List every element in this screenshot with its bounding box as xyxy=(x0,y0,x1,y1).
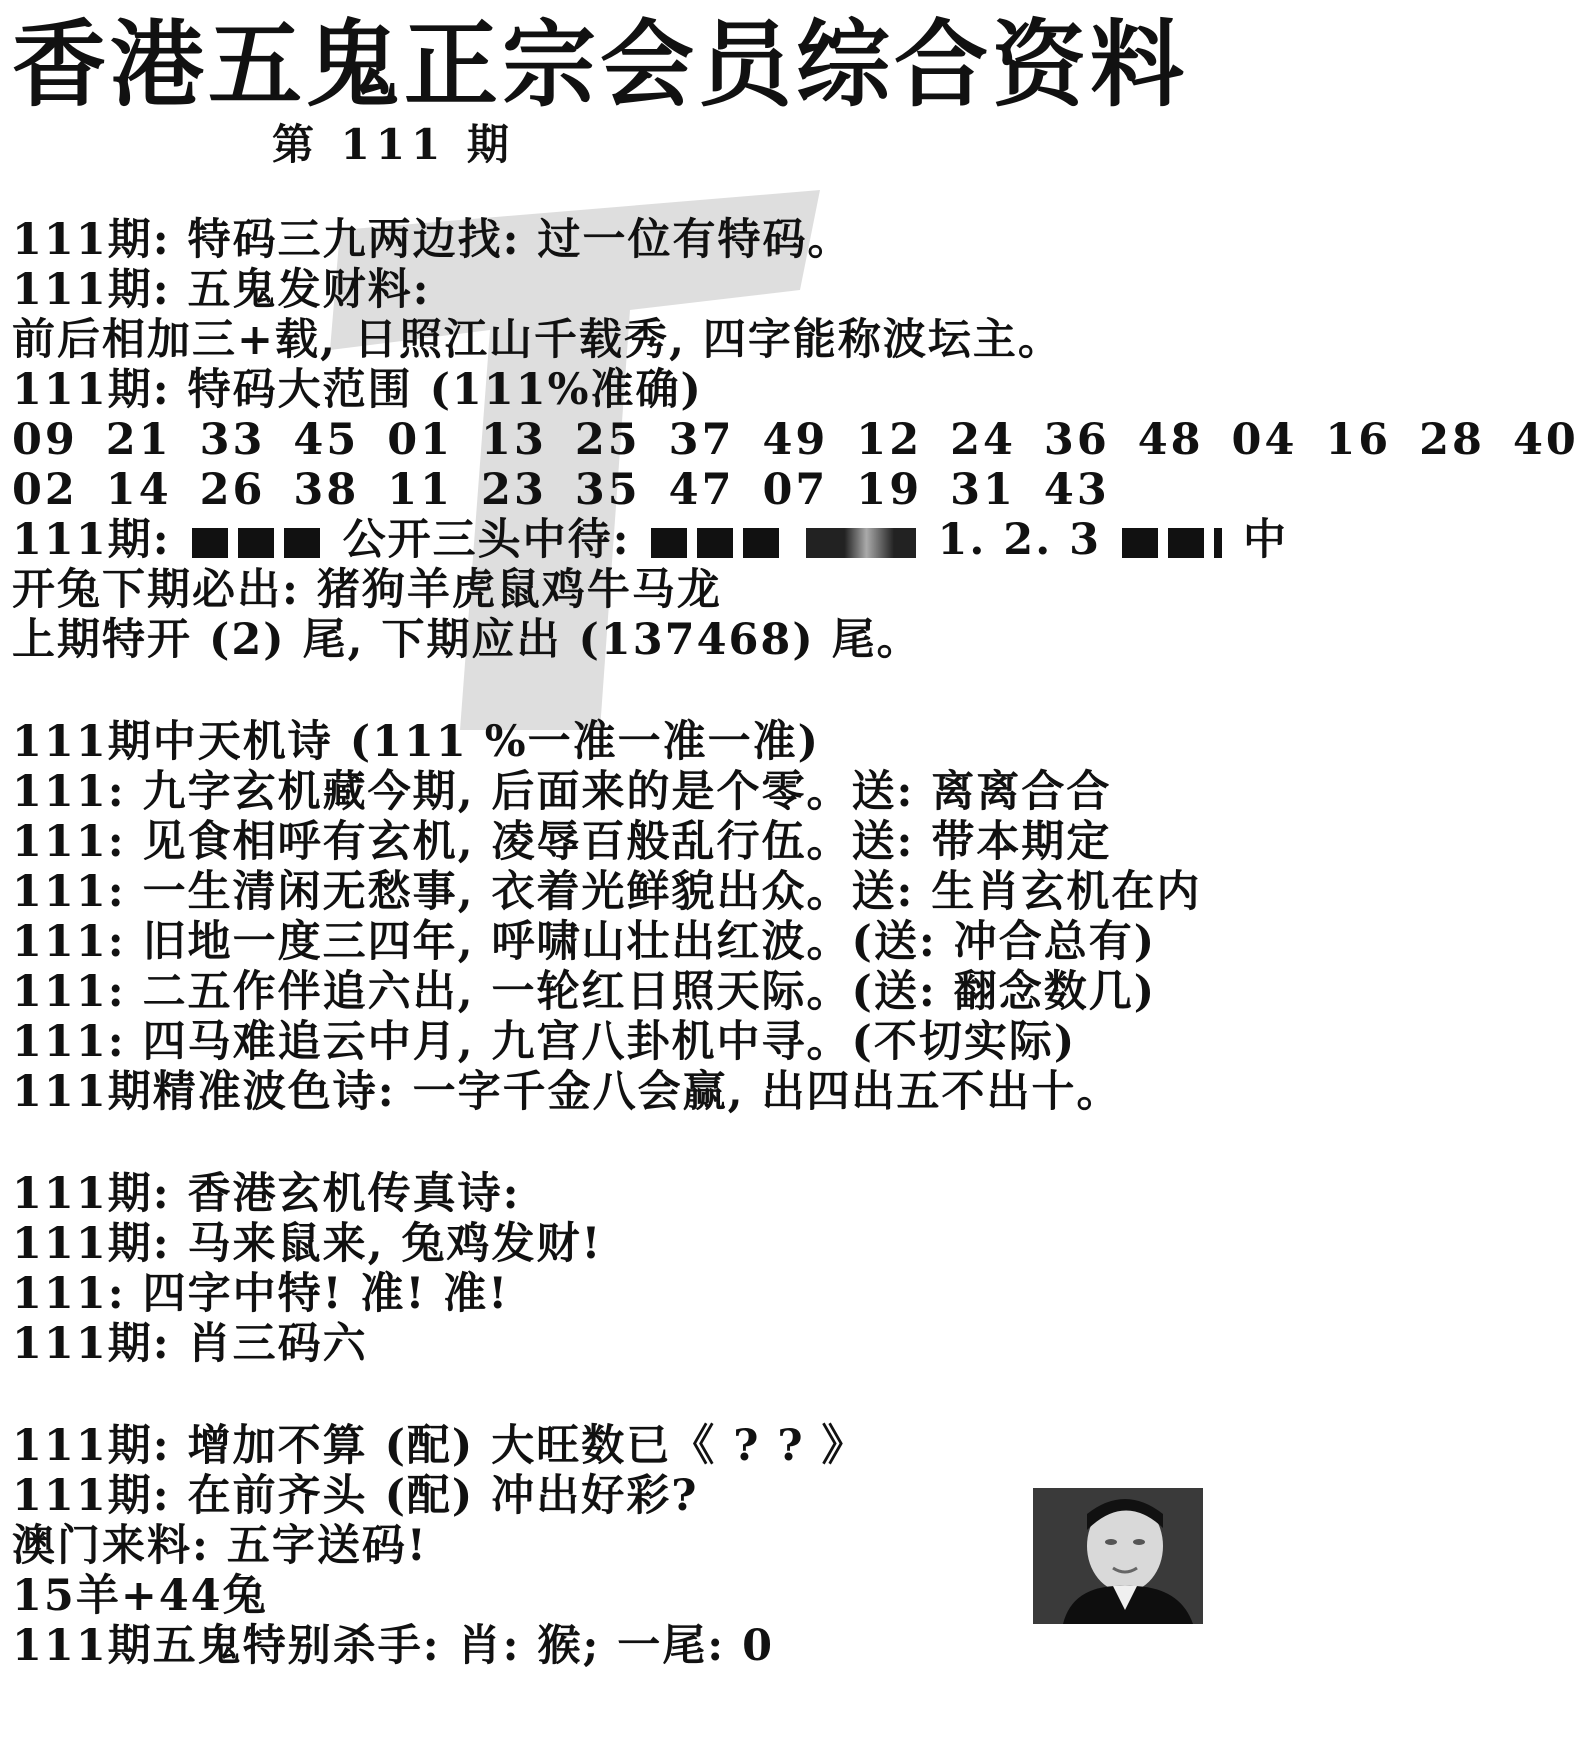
line-text: 1. 2. 3 xyxy=(937,515,1102,565)
content-line: 15羊+44兔 xyxy=(12,1571,268,1621)
content-line: 111期: 香港玄机传真诗: xyxy=(12,1169,521,1219)
portrait-photo xyxy=(1033,1488,1203,1624)
content-line: 上期特开 (2) 尾, 下期应出 (137468) 尾。 xyxy=(12,615,922,665)
number-row: 02 14 26 38 11 23 35 47 07 19 31 43 xyxy=(12,465,1110,515)
content-line: 111期中天机诗 (111 %一准一准一准) xyxy=(12,717,821,767)
issue-number: 第 111 期 xyxy=(272,120,515,169)
content-line: 前后相加三+载, 日照江山千载秀, 四字能称波坛主。 xyxy=(12,315,1063,365)
number-row: 09 21 33 45 01 13 25 37 49 12 24 36 48 04 16 28 40 xyxy=(12,415,1579,465)
content-line: 开兔下期必出: 猪狗羊虎鼠鸡牛马龙 xyxy=(12,565,722,615)
content-line: 111期: 增加不算 (配) 大旺数已《 ? ? 》 xyxy=(12,1421,867,1471)
line-text: 公开三头中待: xyxy=(342,515,631,565)
content-line: 111: 旧地一度三四年, 呼啸山壮出红波。(送: 冲合总有) xyxy=(12,917,1157,967)
redaction-smudge xyxy=(806,528,916,558)
content-line: 111期: 肖三码六 xyxy=(12,1319,368,1369)
line-text: 中 xyxy=(1243,515,1289,565)
content-line: 111: 九字玄机藏今期, 后面来的是个零。送: 离离合合 xyxy=(12,767,1112,817)
content-line: 111期: 特码大范围 (111%准确) xyxy=(12,365,703,415)
page-title: 香港五鬼正宗会员综合资料 xyxy=(12,10,1189,120)
content-line: 111期: 在前齐头 (配) 冲出好彩? xyxy=(12,1471,699,1521)
redaction-bars xyxy=(651,528,781,558)
line-prefix: 111期: xyxy=(12,515,171,565)
content-line: 111: 一生清闲无愁事, 衣着光鲜貌出众。送: 生肖玄机在内 xyxy=(12,867,1202,917)
content-line: 111期五鬼特别杀手: 肖: 猴; 一尾: 0 xyxy=(12,1621,775,1671)
content-line: 111: 见食相呼有玄机, 凌辱百般乱行伍。送: 带本期定 xyxy=(12,817,1112,867)
content-line: 111期精准波色诗: 一字千金八会赢, 出四出五不出十。 xyxy=(12,1067,1122,1117)
content-line: 111期: 马来鼠来, 兔鸡发财! xyxy=(12,1219,603,1269)
content-line: 111: 四马难追云中月, 九宫八卦机中寻。(不切实际) xyxy=(12,1017,1077,1067)
content-line-redacted xyxy=(12,514,1289,566)
content-line: 111期: 特码三九两边找: 过一位有特码。 xyxy=(12,215,853,265)
content-line: 111期: 五鬼发财料: xyxy=(12,265,431,315)
redaction-bars xyxy=(1122,528,1222,558)
content-line: 澳门来料: 五字送码! xyxy=(12,1521,428,1571)
content-line: 111: 二五作伴追六出, 一轮红日照天际。(送: 翻念数几) xyxy=(12,967,1157,1017)
content-line: 111: 四字中特! 准! 准! xyxy=(12,1269,510,1319)
redaction-bars xyxy=(192,528,322,558)
